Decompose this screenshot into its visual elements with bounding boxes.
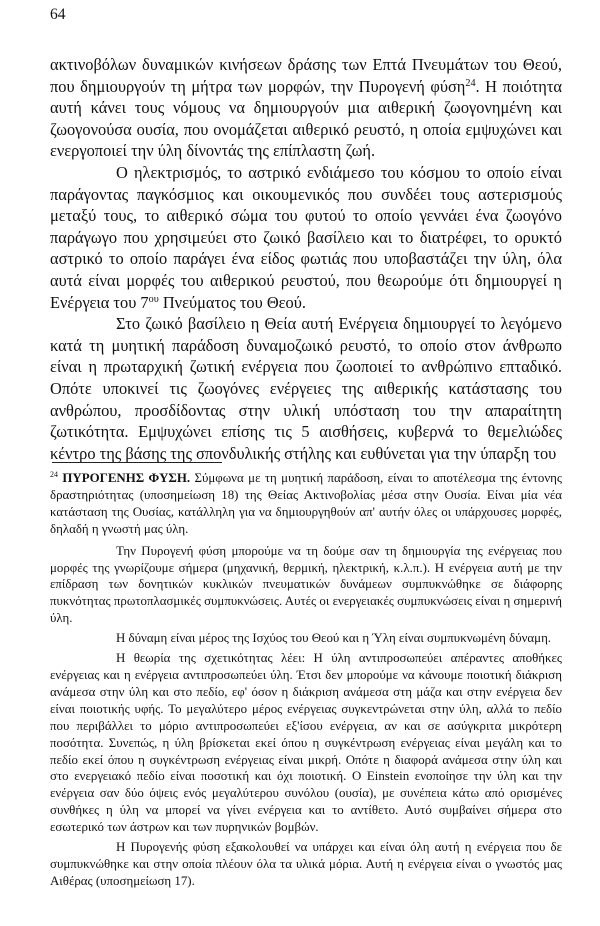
paragraph-1	[50, 54, 562, 162]
paragraph-3	[50, 313, 562, 464]
paragraph-text: Στο ζωικό βασίλειο η Θεία αυτή Ενέργεια δημιουργεί το λεγόμενο κατά τη μυητική παράδοση δυναμοζωικό ρευστό, το οποίο στον άνθρωπο είναι η πρωταρχική ζωτική ενέργεια που ζωοποιεί το ανθρώπινο επταδικό. Οπότε υποκινεί τις ζωογόνες ενέργειες της αιθερικής κατάστασης του ανθρώπου, προσδίδοντας στην υλική υπόσταση του την απαραίτητη ζωτικότητα. Εμψυχώνει επίσης τις 5 αισθήσεις, κυβερνά το θεμελιώδες κέντρο της βάσης της σπονδυλικής στήλης και ευθύνεται για την ύπαρξη του	[50, 314, 562, 463]
footnote-reference[interactable]: 24	[465, 77, 476, 89]
footnote-paragraph-1	[50, 470, 562, 538]
paragraph-text: ακτινοβόλων δυναμικών κινήσεων δράσης των Επτά Πνευμάτων του Θεού, που δημιουργούν τη μήτρα των μορφών, την Πυρογενή φύση	[50, 55, 562, 96]
paragraph-text: Ο ηλεκτρισμός, το αστρικό ενδιάμεσο του κόσμου το οποίο είναι παράγοντας παγκόσμιος και οικουμενικός που συνδέει τους αστερισμούς μεταξύ τους, το αιθερικό σώμα του φυτού το οποίο γεννάει ένα ζωογόνο παράγωγο που χρησιμεύει στο ζωικό βασίλειο και το διατρέφει, το ορυκτό αστρικό το οποίο παράγει ένα είδος φωτιάς που υποβαστάζει την ύλη, όλα αυτά είναι μορφές του αιθερικού ρευστού, που θεωρούμε ότι δημιουργεί η Ενέργεια του 7	[50, 162, 562, 312]
page-number: 64	[50, 6, 66, 23]
paragraph-2	[50, 162, 562, 313]
footnote-separator	[52, 462, 222, 463]
footnote-paragraph-3: Η δύναμη είναι μέρος της Ισχύος του Θεού και η Ύλη είναι συμπυκνωμένη δύναμη.	[116, 631, 552, 646]
main-text	[50, 54, 562, 464]
paragraph-text: . Η ποιότητα αυτή κάνει τους νόμους να δημιουργούν μια αιθερική ζωογονημένη και ζωογονούσα ουσία, που ονομάζεται αιθερικό ρευστό, η οποία εμψυχώνει και ενεργοποιεί την ύλη δίνοντάς της επίπλαστη ζωή.	[50, 76, 562, 161]
footnote-24	[50, 470, 562, 893]
paragraph-text: Πνεύματος του Θεού.	[158, 292, 306, 312]
footnote-text: Σύμφωνα με τη μυητική παράδοση, είναι το αποτέλεσμα της έντονης δραστηριότητας (υποσημείωση 18) της Θείας Ακτινοβολίας μέσα στην Ουσία. Είναι μία νέα κατάσταση της Ουσίας, κατάλληλη για να δημιουργηθούν απ' αυτήν όλες οι υπάρχουσες μορφές, δηλαδή η γνωστή μας ύλη.	[50, 471, 562, 536]
footnote-title: ΠΥΡΟΓΕΝΗΣ ΦΥΣΗ.	[62, 471, 191, 485]
footnote-paragraph-5: Η Πυρογενής φύση εξακολουθεί να υπάρχει και είναι όλη αυτή η ενέργεια που δε συμπυκνώθηκε και στην οποία πλέουν όλα τα υλικά μόρια. Αυτή η ενέργεια είναι ο γνωστός μας Αιθέρας (υποσημείωση 17).	[50, 840, 562, 888]
ordinal-superscript: ου	[148, 293, 159, 305]
footnote-number: 24	[50, 470, 58, 480]
footnote-paragraph-2: Την Πυρογενή φύση μπορούμε να τη δούμε σαν τη δημιουργία της ενέργειας που μορφές της γνωρίζουμε σήμερα (μηχανική, θερμική, ηλεκτρική, κ.λ.π.). Η ενέργεια αυτή με την επίδραση των δονητικών κυκλικών πνευματικών δυνάμεων συμπυκνώθηκε σε διάφορης πυκνότητας πρωτοπλασμικές συμπυκνώσεις. Αυτές οι ενεργειακές συμπυκνώσεις είναι η σημερινή ύλη.	[50, 543, 562, 626]
footnote-paragraph-4: Η θεωρία της σχετικότητας λέει: Η ύλη αντιπροσωπεύει απέραντες αποθήκες ενέργειας και η ενέργεια αντιπροσωπεύει ύλη. Έτσι δεν μπορούμε να κάνουμε ποιοτική διάκριση ανάμεσα στην ύλη και στο πεδίο, εφ' όσον η διάκριση ανάμεσα στη μάζα και στην ενέργεια δεν είναι ποιοτικής υφής. Το μεγαλύτερο μέρος ενέργειας συγκεντρώνεται στην ύλη, αλλά το πεδίο που περιβάλλει το μόριο αντιπροσωπεύει εξ'ίσου ενέργεια, αν και σε ασύγκριτα μικρότερη ποσότητα. Συνεπώς, η ύλη βρίσκεται εκεί όπου η συγκέντρωση ενέργειας είναι μεγάλη και το πεδίο εκεί όπου η συγκέντρωση ενέργειας είναι μικρή. Οπότε η διαφορά ανάμεσα στην ύλη και στο ενεργειακό πεδίο είναι ποσοτική και όχι ποιοτική. Ο Einstein ενοποίησε την ύλη και την ενέργεια σαν δύο όψεις ενός μεγαλύτερου συνόλου (ουσία), με συνέπεια κάτω από ορισμένες συνθήκες η ύλη να μπορεί να γίνει ενέργεια και το αντίθετο. Αυτό συμβαίνει σήμερα στο εσωτερικό των άστρων και των πυρηνικών βομβών.	[50, 651, 562, 835]
